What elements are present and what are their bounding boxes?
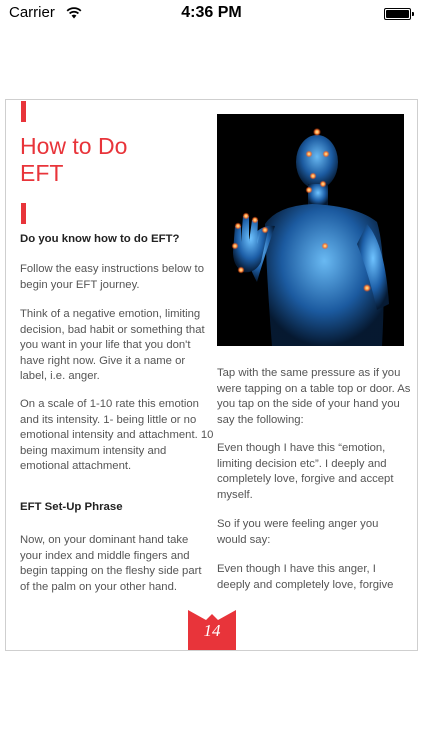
- section-heading: Do you know how to do EFT?: [20, 233, 180, 245]
- battery-icon: [384, 8, 414, 20]
- body-paragraph: So if you were feeling anger you would say:: [217, 518, 379, 546]
- page-title-line1: How to Do: [20, 133, 128, 159]
- page-title: [20, 133, 210, 187]
- body-paragraph: Even though I have this “emotion, limiting decision etc”. I deeply and completely love, forgive and accept myself.: [217, 442, 394, 501]
- book-page[interactable]: [5, 99, 418, 651]
- body-paragraph: Think of a negative emotion, limiting decision, bad habit or something that you want in your life that you don't have right now. Give it a name or label, i.e. anger.: [20, 308, 205, 383]
- status-bar: [0, 0, 423, 28]
- clock: 4:36 PM: [181, 4, 242, 21]
- accent-bar-mid: [21, 203, 26, 224]
- page-number: 14: [203, 621, 221, 640]
- accent-bar-top: [21, 101, 26, 122]
- body-paragraph: Now, on your dominant hand take your index and middle fingers and begin tapping on the fleshy side part of the palm on your other hand.: [20, 534, 202, 593]
- body-paragraph: Even though I have this anger, I deeply and completely love, forgive: [217, 563, 394, 591]
- body-meridian-image: [217, 114, 404, 346]
- carrier-label: Carrier: [9, 4, 55, 21]
- body-paragraph: Tap with the same pressure as if you were tapping on a table top or door. As you tap on the side of your hand you say the following:: [217, 367, 411, 426]
- page-title-line2: EFT: [20, 160, 64, 186]
- body-paragraph: Follow the easy instructions below to begin your EFT journey.: [20, 263, 204, 291]
- body-paragraph: On a scale of 1-10 rate this emotion and its intensity. 1- being little or no emotional intensity and attachment. 10 being maximum intensity and emotional attachment.: [20, 398, 214, 473]
- section-heading: EFT Set-Up Phrase: [20, 501, 123, 513]
